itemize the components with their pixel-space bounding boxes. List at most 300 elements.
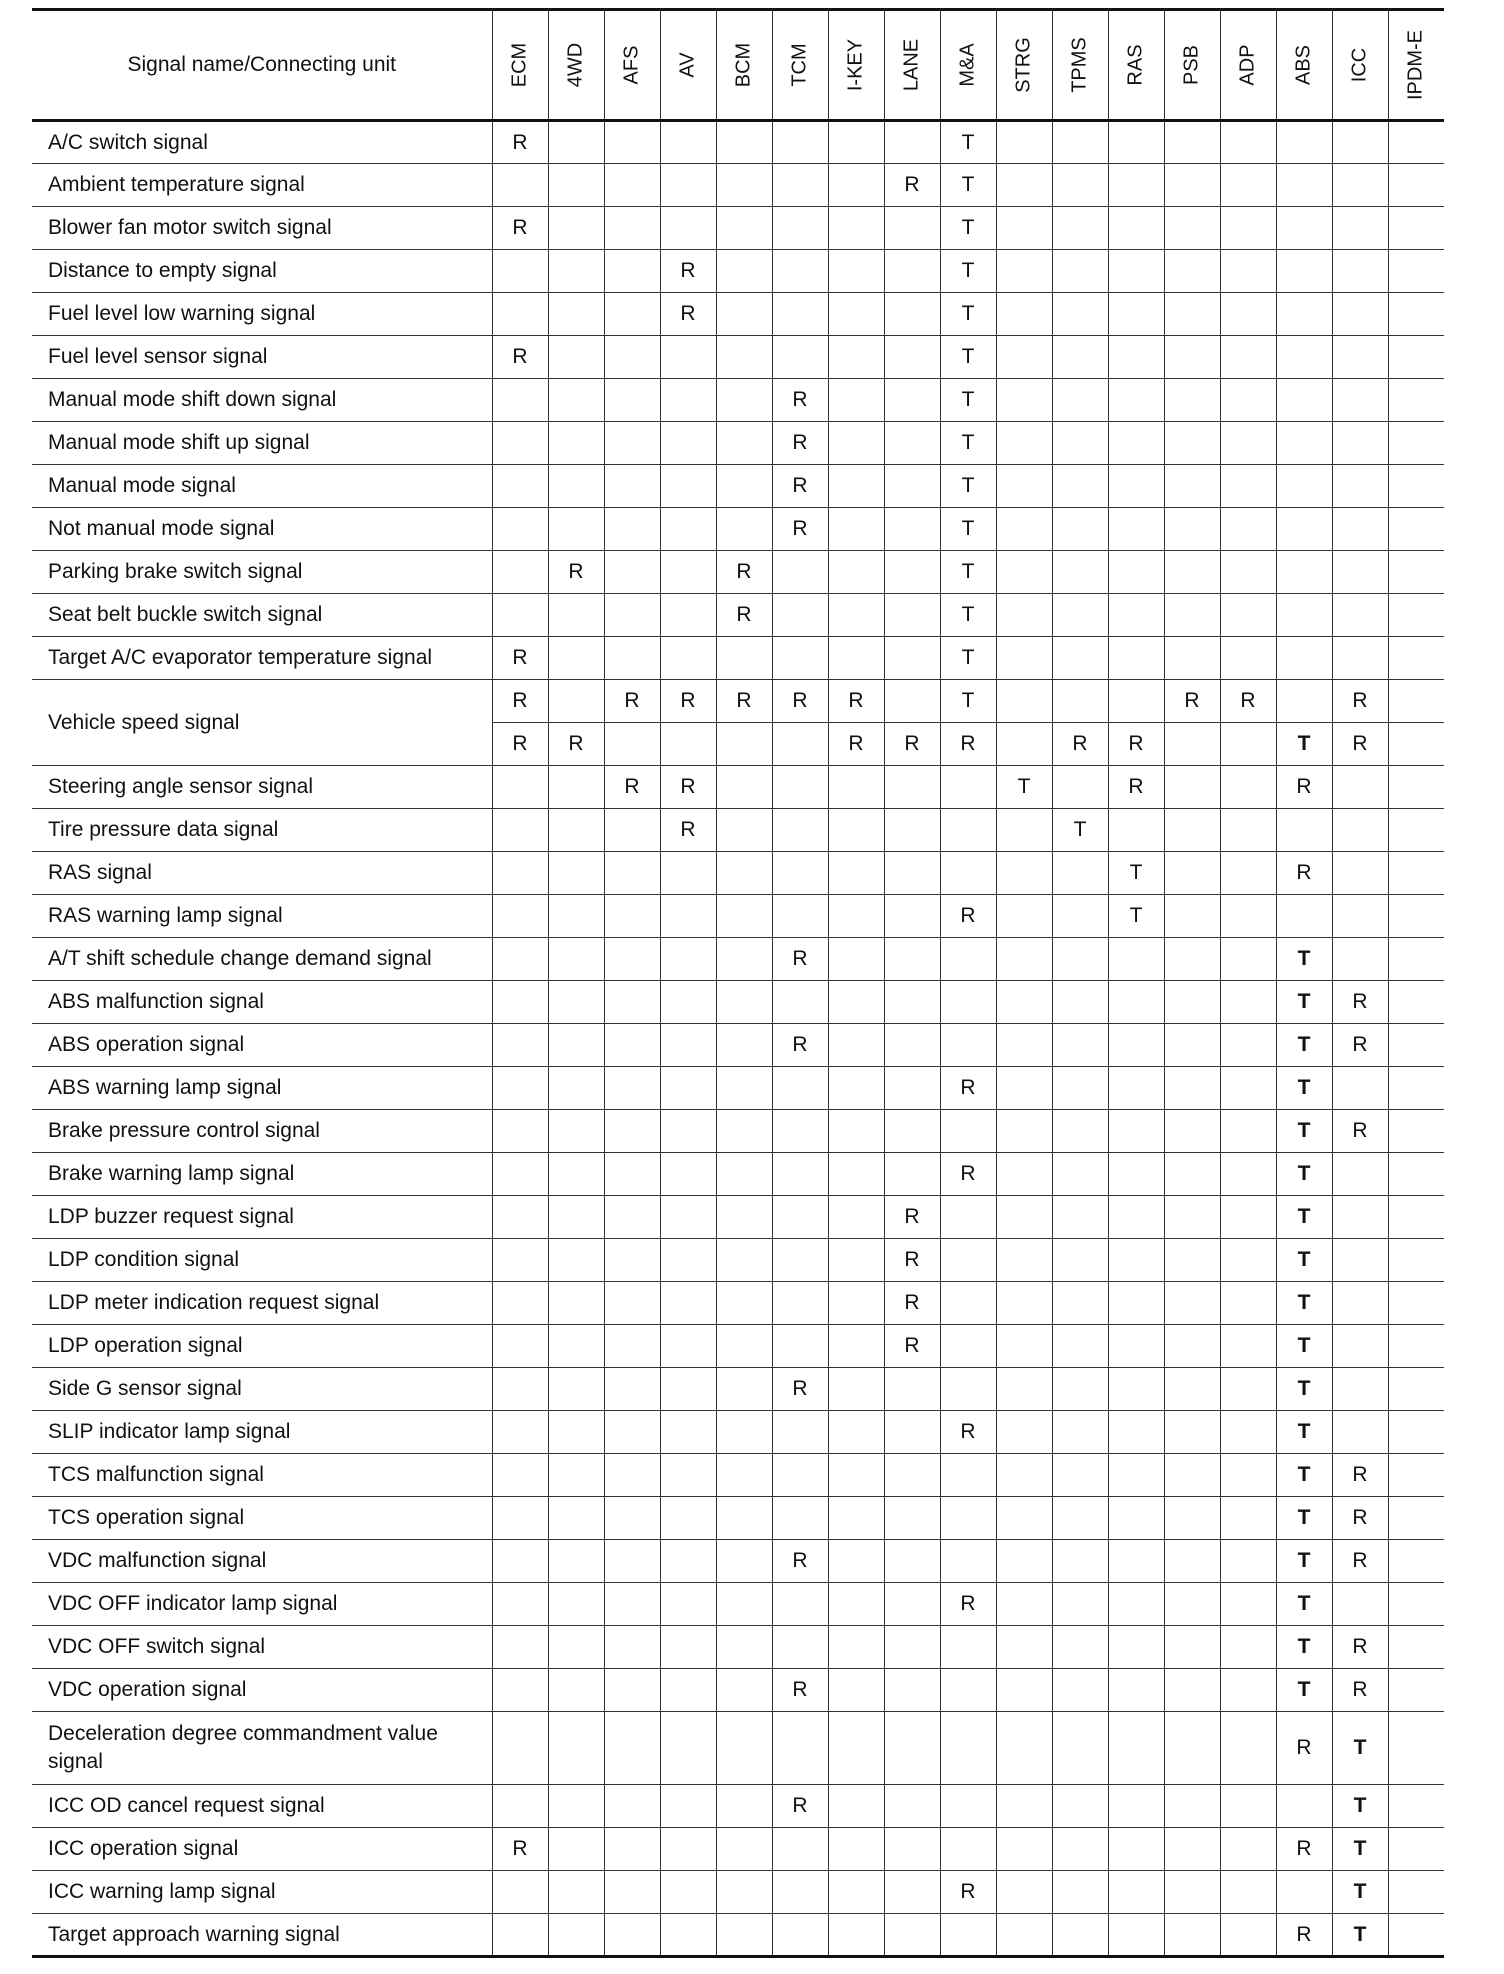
signal-cell: [828, 1024, 884, 1067]
signal-cell: [604, 1325, 660, 1368]
signal-cell: [1388, 1454, 1444, 1497]
signal-cell: [660, 1871, 716, 1914]
signal-cell: [772, 1914, 828, 1957]
signal-cell: [1164, 1153, 1220, 1196]
signal-cell: [660, 1583, 716, 1626]
signal-cell: [548, 508, 604, 551]
signal-cell: [1052, 1828, 1108, 1871]
signal-cell: [660, 1282, 716, 1325]
signal-cell: [1388, 1368, 1444, 1411]
signal-cell: [1276, 508, 1332, 551]
signal-cell: [604, 1871, 660, 1914]
signal-cell: [996, 1454, 1052, 1497]
signal-cell: T: [1276, 1196, 1332, 1239]
signal-cell: [604, 1669, 660, 1712]
signal-cell: T: [1276, 1411, 1332, 1454]
signal-cell: [1164, 1067, 1220, 1110]
signal-cell: [548, 1239, 604, 1282]
signal-name-cell: Manual mode shift up signal: [32, 422, 492, 465]
signal-name-cell: VDC OFF switch signal: [32, 1626, 492, 1669]
signal-cell: [1108, 1067, 1164, 1110]
signal-cell: T: [1276, 1110, 1332, 1153]
signal-cell: [1052, 551, 1108, 594]
signal-cell: [1108, 207, 1164, 250]
signal-cell: [884, 379, 940, 422]
signal-cell: [940, 981, 996, 1024]
signal-cell: [1220, 1067, 1276, 1110]
signal-cell: [996, 1583, 1052, 1626]
signal-cell: [1388, 852, 1444, 895]
table-row: [32, 637, 1444, 680]
signal-cell: [996, 1540, 1052, 1583]
signal-cell: [1052, 1497, 1108, 1540]
signal-cell: [1220, 1153, 1276, 1196]
signal-cell: [548, 809, 604, 852]
signal-cell: [604, 1785, 660, 1828]
signal-cell: [940, 1325, 996, 1368]
signal-cell: [996, 637, 1052, 680]
signal-cell: [996, 250, 1052, 293]
signal-cell: [492, 1153, 548, 1196]
signal-cell: R: [660, 766, 716, 809]
table-row: [32, 336, 1444, 379]
signal-cell: [996, 508, 1052, 551]
signal-cell: [828, 981, 884, 1024]
signal-cell: [1108, 551, 1164, 594]
signal-cell: [996, 1411, 1052, 1454]
signal-cell: [940, 1785, 996, 1828]
signal-cell: [492, 1368, 548, 1411]
signal-cell: [1388, 809, 1444, 852]
signal-cell: [1220, 379, 1276, 422]
signal-cell: R: [492, 207, 548, 250]
signal-cell: [1388, 379, 1444, 422]
signal-cell: R: [1332, 1454, 1388, 1497]
signal-cell: [1220, 1583, 1276, 1626]
signal-cell: R: [772, 422, 828, 465]
signal-cell: [1220, 1024, 1276, 1067]
signal-cell: [548, 637, 604, 680]
signal-cell: [884, 938, 940, 981]
signal-cell: [1388, 594, 1444, 637]
signal-cell: [828, 1583, 884, 1626]
signal-cell: [1164, 938, 1220, 981]
signal-cell: [884, 1583, 940, 1626]
signal-name-cell: Target A/C evaporator temperature signal: [32, 637, 492, 680]
signal-cell: [1388, 336, 1444, 379]
signal-cell: [1220, 1914, 1276, 1957]
signal-cell: [996, 723, 1052, 766]
signal-name-cell: Tire pressure data signal: [32, 809, 492, 852]
signal-cell: [604, 594, 660, 637]
signal-cell: [604, 508, 660, 551]
signal-cell: [1108, 637, 1164, 680]
signal-cell: [604, 1368, 660, 1411]
signal-cell: [548, 336, 604, 379]
table-row: [32, 1411, 1444, 1454]
signal-cell: [492, 1626, 548, 1669]
signal-cell: [1164, 1497, 1220, 1540]
signal-cell: [1388, 293, 1444, 336]
signal-cell: [604, 207, 660, 250]
signal-cell: [772, 1067, 828, 1110]
signal-cell: [716, 1411, 772, 1454]
signal-cell: R: [772, 938, 828, 981]
signal-cell: [1220, 1454, 1276, 1497]
signal-cell: [996, 121, 1052, 164]
signal-cell: [1332, 1239, 1388, 1282]
signal-cell: [1052, 250, 1108, 293]
signal-cell: [1332, 1153, 1388, 1196]
signal-cell: [1052, 422, 1108, 465]
signal-cell: [604, 1914, 660, 1957]
signal-cell: [716, 1540, 772, 1583]
table-row: [32, 379, 1444, 422]
signal-cell: [716, 164, 772, 207]
signal-cell: R: [660, 293, 716, 336]
signal-cell: [660, 938, 716, 981]
signal-cell: [548, 1583, 604, 1626]
unit-header-label: ABS: [1292, 44, 1315, 86]
signal-cell: [548, 1914, 604, 1957]
signal-cell: [1388, 1669, 1444, 1712]
signal-cell: [1052, 637, 1108, 680]
signal-cell: [1164, 508, 1220, 551]
signal-cell: [1052, 938, 1108, 981]
signal-cell: [828, 938, 884, 981]
signal-cell: [716, 465, 772, 508]
signal-cell: [1220, 1712, 1276, 1785]
signal-cell: R: [492, 121, 548, 164]
signal-cell: [1164, 207, 1220, 250]
signal-cell: [996, 1828, 1052, 1871]
signal-cell: [1164, 1785, 1220, 1828]
unit-header-label: 4WD: [564, 42, 587, 88]
signal-cell: [1332, 121, 1388, 164]
unit-header: [996, 10, 1052, 121]
signal-cell: [1388, 121, 1444, 164]
signal-cell: [716, 938, 772, 981]
unit-header-label: AFS: [620, 45, 643, 85]
signal-cell: R: [828, 680, 884, 723]
signal-name-cell: ABS operation signal: [32, 1024, 492, 1067]
signal-cell: [492, 1785, 548, 1828]
signal-cell: T: [1276, 1497, 1332, 1540]
signal-cell: [940, 1024, 996, 1067]
signal-cell: [1108, 938, 1164, 981]
signal-cell: [492, 1110, 548, 1153]
signal-cell: [884, 1669, 940, 1712]
signal-cell: [828, 852, 884, 895]
signal-cell: [828, 508, 884, 551]
signal-cell: [1220, 1239, 1276, 1282]
signal-cell: T: [1276, 1368, 1332, 1411]
signal-cell: [996, 1325, 1052, 1368]
signal-cell: [1108, 379, 1164, 422]
signal-cell: [1164, 379, 1220, 422]
signal-cell: [772, 895, 828, 938]
signal-cell: T: [1332, 1871, 1388, 1914]
signal-cell: [828, 1828, 884, 1871]
signal-cell: [1052, 680, 1108, 723]
signal-cell: [604, 1239, 660, 1282]
table-row: [32, 250, 1444, 293]
table-row: [32, 1368, 1444, 1411]
table-body: [32, 121, 1444, 1957]
signal-cell: [548, 1626, 604, 1669]
signal-cell: [492, 1282, 548, 1325]
signal-cell: [1164, 164, 1220, 207]
signal-name-cell: Distance to empty signal: [32, 250, 492, 293]
signal-name-cell: ICC OD cancel request signal: [32, 1785, 492, 1828]
signal-cell: [548, 1024, 604, 1067]
signal-cell: T: [996, 766, 1052, 809]
signal-cell: R: [660, 680, 716, 723]
signal-cell: [1052, 1196, 1108, 1239]
signal-cell: [1220, 981, 1276, 1024]
signal-cell: [996, 1282, 1052, 1325]
signal-cell: [772, 1626, 828, 1669]
signal-cell: [828, 1067, 884, 1110]
table-row: [32, 1024, 1444, 1067]
signal-cell: [716, 207, 772, 250]
signal-cell: [1220, 164, 1276, 207]
signal-cell: [548, 766, 604, 809]
signal-cell: [492, 379, 548, 422]
signal-cell: [884, 766, 940, 809]
signal-cell: [1388, 723, 1444, 766]
signal-cell: [1108, 508, 1164, 551]
signal-cell: [1164, 1368, 1220, 1411]
signal-cell: [1388, 981, 1444, 1024]
signal-cell: [660, 1024, 716, 1067]
signal-cell: R: [1276, 1712, 1332, 1785]
signal-cell: [996, 594, 1052, 637]
signal-cell: [492, 1540, 548, 1583]
signal-cell: [884, 594, 940, 637]
signal-cell: [996, 1239, 1052, 1282]
signal-cell: [1388, 551, 1444, 594]
signal-cell: [996, 1153, 1052, 1196]
signal-cell: T: [940, 336, 996, 379]
signal-cell: [772, 1497, 828, 1540]
signal-cell: [940, 938, 996, 981]
signal-name-cell: Fuel level low warning signal: [32, 293, 492, 336]
signal-cell: [548, 981, 604, 1024]
signal-cell: [548, 1497, 604, 1540]
signal-cell: [1164, 637, 1220, 680]
signal-cell: [604, 336, 660, 379]
signal-cell: [1388, 207, 1444, 250]
signal-cell: [1332, 508, 1388, 551]
signal-cell: [1108, 1110, 1164, 1153]
signal-cell: [884, 1024, 940, 1067]
signal-name-cell: LDP condition signal: [32, 1239, 492, 1282]
signal-cell: [1220, 895, 1276, 938]
table-row: [32, 1785, 1444, 1828]
signal-cell: [604, 465, 660, 508]
signal-cell: [716, 1828, 772, 1871]
signal-cell: [660, 336, 716, 379]
signal-cell: [1052, 1024, 1108, 1067]
signal-cell: [996, 1024, 1052, 1067]
signal-cell: T: [1276, 938, 1332, 981]
signal-cell: [1108, 1411, 1164, 1454]
signal-cell: [1332, 1368, 1388, 1411]
signal-cell: [772, 1196, 828, 1239]
signal-cell: [660, 852, 716, 895]
signal-cell: [1108, 1196, 1164, 1239]
signal-cell: [716, 1871, 772, 1914]
signal-cell: [1052, 766, 1108, 809]
signal-cell: [716, 1914, 772, 1957]
signal-cell: [660, 465, 716, 508]
signal-cell: [604, 164, 660, 207]
signal-cell: [548, 1669, 604, 1712]
signal-cell: [604, 1282, 660, 1325]
signal-cell: [1108, 1669, 1164, 1712]
signal-cell: R: [772, 1540, 828, 1583]
signal-name-cell: SLIP indicator lamp signal: [32, 1411, 492, 1454]
signal-cell: [1388, 465, 1444, 508]
signal-cell: [1388, 1785, 1444, 1828]
signal-cell: [772, 1110, 828, 1153]
signal-cell: [1052, 1540, 1108, 1583]
signal-cell: [1052, 1411, 1108, 1454]
table-row: [32, 1914, 1444, 1957]
signal-cell: [716, 723, 772, 766]
signal-cell: [660, 723, 716, 766]
signal-cell: [1108, 809, 1164, 852]
signal-cell: T: [1276, 1153, 1332, 1196]
table-header-row: [32, 10, 1444, 121]
signal-cell: [1164, 1669, 1220, 1712]
signal-cell: [1220, 1497, 1276, 1540]
signal-cell: [940, 1368, 996, 1411]
signal-cell: [884, 1411, 940, 1454]
signal-cell: [1108, 164, 1164, 207]
table-row: [32, 1110, 1444, 1153]
signal-cell: [996, 164, 1052, 207]
signal-cell: [1108, 422, 1164, 465]
signal-cell: [1388, 1196, 1444, 1239]
signal-cell: [660, 1153, 716, 1196]
signal-cell: [1164, 1540, 1220, 1583]
signal-cell: [492, 809, 548, 852]
signal-cell: [1332, 551, 1388, 594]
signal-cell: [996, 1871, 1052, 1914]
signal-cell: [492, 1067, 548, 1110]
signal-cell: [1220, 551, 1276, 594]
signal-cell: [1332, 164, 1388, 207]
signal-cell: [1332, 465, 1388, 508]
signal-cell: T: [940, 508, 996, 551]
signal-name-cell: Fuel level sensor signal: [32, 336, 492, 379]
signal-cell: R: [1164, 680, 1220, 723]
signal-cell: T: [940, 680, 996, 723]
signal-cell: [884, 1785, 940, 1828]
signal-cell: [1332, 336, 1388, 379]
signal-cell: [828, 1497, 884, 1540]
signal-cell: [1388, 1325, 1444, 1368]
signal-cell: [716, 1712, 772, 1785]
signal-cell: [1332, 422, 1388, 465]
signal-cell: [828, 379, 884, 422]
signal-cell: [884, 1497, 940, 1540]
signal-cell: [716, 1239, 772, 1282]
signal-cell: [1164, 981, 1220, 1024]
signal-cell: [996, 551, 1052, 594]
signal-cell: [548, 207, 604, 250]
signal-cell: [1220, 938, 1276, 981]
signal-cell: [996, 852, 1052, 895]
signal-cell: [884, 637, 940, 680]
signal-cell: [828, 1196, 884, 1239]
signal-cell: [492, 1454, 548, 1497]
signal-cell: [1108, 1540, 1164, 1583]
signal-cell: [1388, 1626, 1444, 1669]
signal-cell: [716, 895, 772, 938]
signal-cell: T: [1332, 1828, 1388, 1871]
signal-name-header: Signal name/Connecting unit: [32, 10, 492, 121]
signal-cell: [604, 637, 660, 680]
signal-cell: [1220, 723, 1276, 766]
unit-header: [884, 10, 940, 121]
signal-cell: [716, 250, 772, 293]
signal-cell: R: [492, 680, 548, 723]
signal-cell: [548, 422, 604, 465]
signal-cell: [716, 1282, 772, 1325]
unit-header: [1388, 10, 1444, 121]
signal-cell: [772, 852, 828, 895]
signal-cell: T: [940, 637, 996, 680]
unit-header: [1164, 10, 1220, 121]
signal-cell: [1332, 207, 1388, 250]
signal-cell: R: [604, 766, 660, 809]
signal-cell: [492, 938, 548, 981]
signal-cell: [996, 809, 1052, 852]
signal-cell: [1164, 1024, 1220, 1067]
signal-cell: [1388, 1411, 1444, 1454]
signal-cell: [1108, 1024, 1164, 1067]
signal-cell: [828, 1712, 884, 1785]
signal-cell: [604, 1583, 660, 1626]
signal-name-cell: RAS warning lamp signal: [32, 895, 492, 938]
signal-cell: [716, 1110, 772, 1153]
unit-header-label: LANE: [900, 38, 923, 92]
table-row: [32, 508, 1444, 551]
signal-cell: [1276, 465, 1332, 508]
signal-cell: [604, 551, 660, 594]
table-row: [32, 1239, 1444, 1282]
table-row: [32, 1497, 1444, 1540]
signal-cell: [492, 422, 548, 465]
table-row: [32, 895, 1444, 938]
signal-cell: [940, 1282, 996, 1325]
signal-name-cell: Seat belt buckle switch signal: [32, 594, 492, 637]
signal-name-cell: Ambient temperature signal: [32, 164, 492, 207]
signal-cell: [660, 121, 716, 164]
signal-cell: [1164, 422, 1220, 465]
signal-cell: [1108, 1325, 1164, 1368]
signal-cell: R: [772, 1669, 828, 1712]
signal-cell: [1388, 1024, 1444, 1067]
signal-cell: [1052, 465, 1108, 508]
signal-cell: T: [940, 465, 996, 508]
signal-cell: [1108, 465, 1164, 508]
signal-cell: [1276, 809, 1332, 852]
signal-cell: [1108, 1785, 1164, 1828]
